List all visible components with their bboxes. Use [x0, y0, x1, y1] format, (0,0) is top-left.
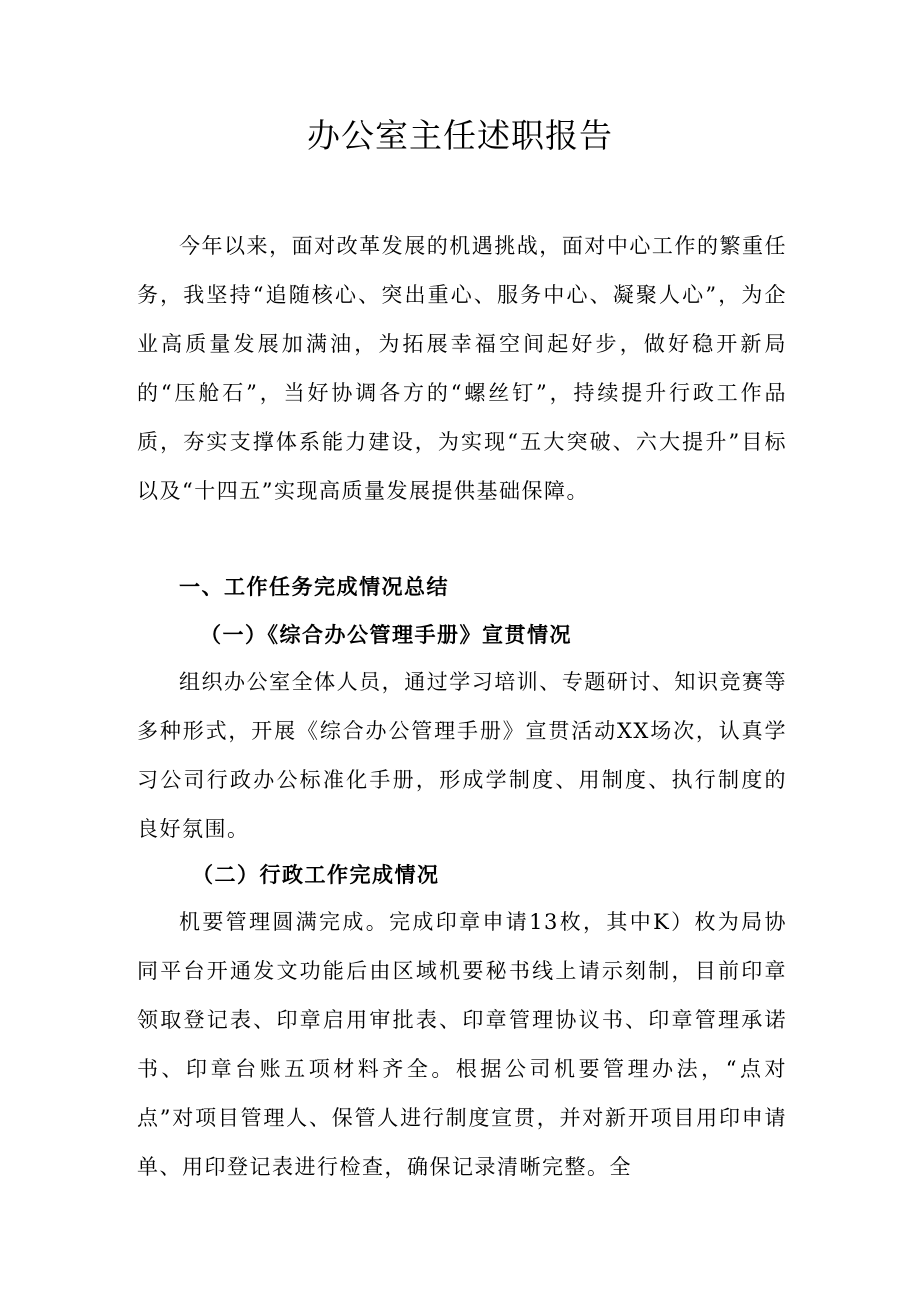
section-heading-1: 一、工作任务完成情况总结 [179, 574, 449, 599]
document-title: 办公室主任述职报告 [307, 116, 613, 155]
subsection-heading-1-1: （一）《综合办公管理手册》宣贯情况 [200, 622, 572, 647]
paragraph-1-1: 组织办公室全体人员，通过学习培训、专题研讨、知识竞赛等多种形式，开展《综合办公管理手册》宣贯活动XX场次，认真学习公司行政办公标准化手册，形成学制度、用制度、执行制度的良好氛围。 [137, 670, 787, 841]
paragraph-1-2: 机要管理圆满完成。完成印章申请13枚，其中K）枚为局协同平台开通发文功能后由区域机要秘书线上请示刻制，目前印章领取登记表、印章启用审批表、印章管理协议书、印章管理承诺书、印章台账五项材料齐全。根据公司机要管理办法，“点对点”对项目管理人、保管人进行制度宣贯，并对新开项目用印申请单、用印登记表进行检查，确保记录清晰完整。全 [137, 910, 787, 1179]
subsection-heading-1-2: （二）行政工作完成情况 [192, 862, 440, 887]
intro-paragraph: 今年以来，面对改革发展的机遇挑战，面对中心工作的繁重任务，我坚持“追随核心、突出重心、服务中心、凝聚人心”，为企业高质量发展加满油，为拓展幸福空间起好步，做好稳开新局的“压舱石”，当好协调各方的“螺丝钉”，持续提升行政工作品质，夯实支撑体系能力建设，为实现“五大突破、六大提升”目标以及“十四五”实现高质量发展提供基础保障。 [137, 234, 787, 503]
